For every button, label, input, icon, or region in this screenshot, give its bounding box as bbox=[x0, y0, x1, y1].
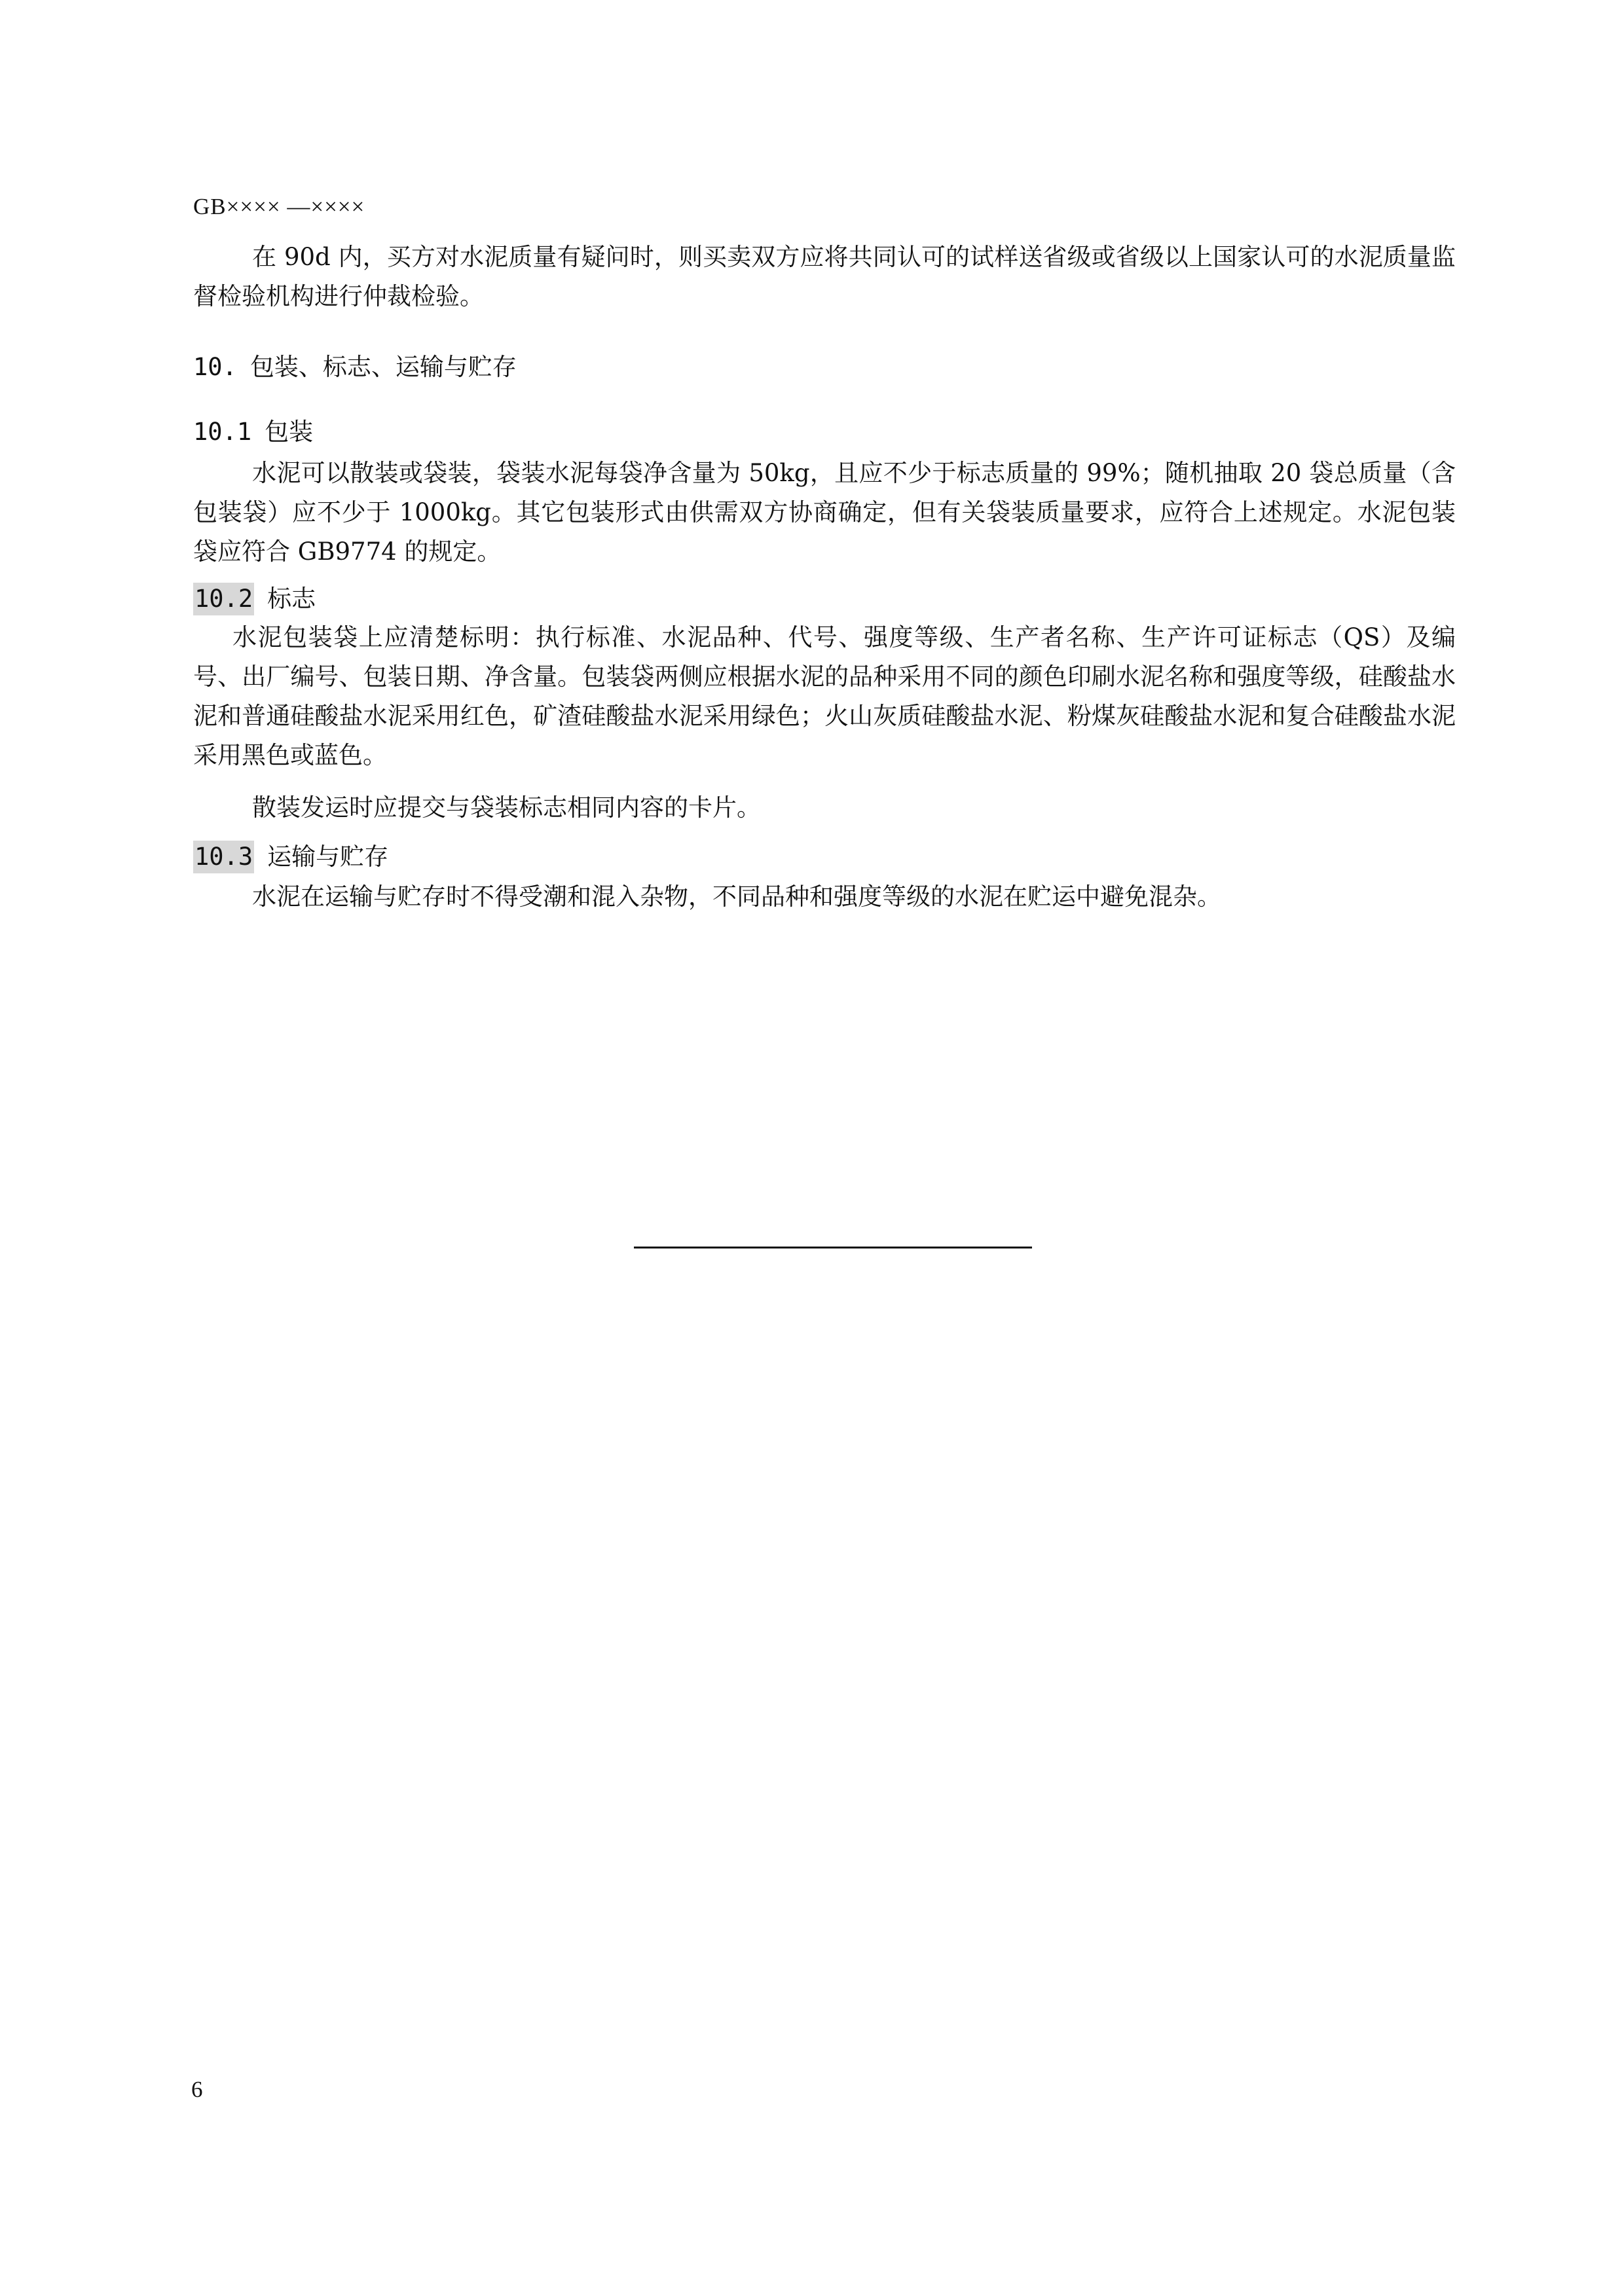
section-10-2-number: 10.2 bbox=[193, 583, 254, 615]
section-10-heading bbox=[193, 351, 517, 384]
section-10-2-body-2: 散装发运时应提交与袋装标志相同内容的卡片。 bbox=[252, 793, 761, 822]
section-10-3-body: 水泥在运输与贮存时不得受潮和混入杂物，不同品种和强度等级的水泥在贮运中避免混杂。 bbox=[252, 883, 1221, 911]
section-10-1-title: 包装 bbox=[265, 418, 314, 446]
end-rule-divider bbox=[634, 1247, 1032, 1248]
section-10-2-heading bbox=[193, 583, 316, 615]
page-number: 6 bbox=[191, 2077, 203, 2102]
section-10-number: 10. bbox=[193, 353, 237, 381]
section-10-3-title: 运输与贮存 bbox=[267, 843, 389, 871]
section-10-1-body: 水泥可以散装或袋装，袋装水泥每袋净含量为 50kg，且应不少于标志质量的 99%；随机抽取 20 袋总质量（含包装袋）应不少于 1000kg。其它包装形式由供需双方协商确定，但有关袋装质量要求，应符合上述规定。水泥包装袋应符合 GB9774 的规定。 bbox=[193, 459, 1456, 566]
section-10-title: 包装、标志、运输与贮存 bbox=[249, 353, 517, 381]
section-10-1-number: 10.1 bbox=[193, 418, 252, 446]
section-10-3-number: 10.3 bbox=[193, 841, 254, 873]
section-10-2-title: 标志 bbox=[267, 585, 316, 613]
intro-paragraph: 在 90d 内，买方对水泥质量有疑问时，则买卖双方应将共同认可的试样送省级或省级以上国家认可的水泥质量监督检验机构进行仲裁检验。 bbox=[193, 243, 1456, 310]
section-10-2-body: 水泥包装袋上应清楚标明：执行标准、水泥品种、代号、强度等级、生产者名称、生产许可证标志（QS）及编号、出厂编号、包装日期、净含量。包装袋两侧应根据水泥的品种采用不同的颜色印刷水泥名称和强度等级，硅酸盐水泥和普通硅酸盐水泥采用红色，矿渣硅酸盐水泥采用绿色；火山灰质硅酸盐水泥、粉煤灰硅酸盐水泥和复合硅酸盐水泥采用黑色或蓝色。 bbox=[193, 623, 1456, 769]
standard-code-header: GB×××× —×××× bbox=[193, 194, 365, 219]
section-10-3-heading bbox=[193, 841, 388, 873]
section-10-1-heading bbox=[193, 416, 313, 448]
